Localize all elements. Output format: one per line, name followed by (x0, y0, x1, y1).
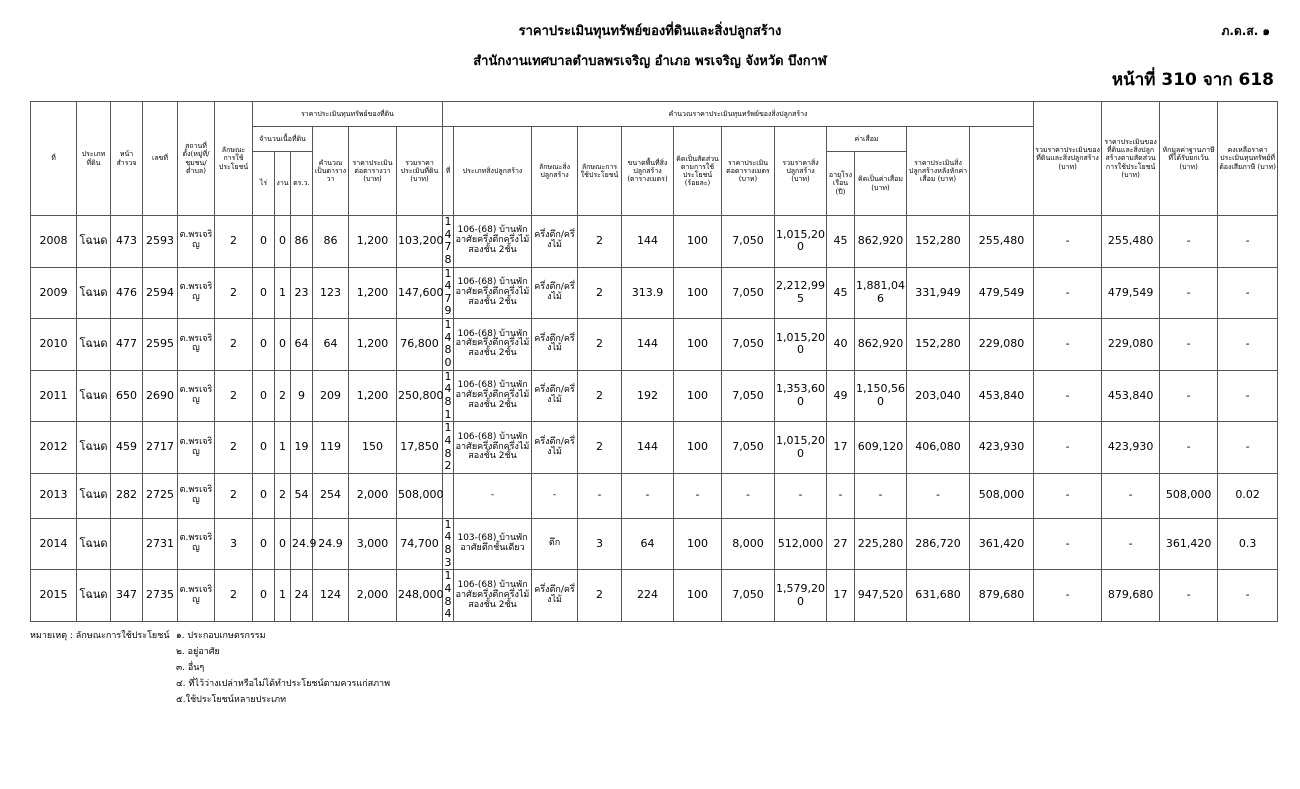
cell-bldg-area: 144 (622, 319, 674, 371)
cell-tax: - (1218, 267, 1278, 319)
cell-ratio: 100 (674, 518, 722, 570)
cell-page: 282 (111, 473, 143, 518)
cell-bldg-total: 1,353,600 (775, 370, 827, 422)
cell-dep-amount: 947,520 (855, 570, 907, 622)
cell-rai: 0 (253, 518, 275, 570)
cell-bldg-area: 144 (622, 216, 674, 268)
cell-exempt: - (1102, 518, 1160, 570)
col-area-calc: คำนวณเป็นตารางวา (313, 127, 349, 216)
cell-price-sqm: 8,000 (722, 518, 775, 570)
cell-bldg-type: 106-(68) บ้านพักอาศัยครึ่งตึกครึ่งไม้สองชั้น 2ชั้น (454, 422, 532, 474)
col-rai: ไร่ (253, 152, 275, 216)
cell-dep-age: 17 (827, 570, 855, 622)
cell-after-dep: 203,040 (907, 370, 970, 422)
col-location: สถานที่ตั้ง(หมู่ที่/ชุมชน/ตำบล) (178, 102, 215, 216)
cell-ngan: 2 (275, 370, 291, 422)
cell-price-sqm: 7,050 (722, 319, 775, 371)
cell-tax: - (1218, 422, 1278, 474)
cell-rai: 0 (253, 422, 275, 474)
table-row (31, 518, 1278, 570)
cell-bldg-no: 1482 (444, 421, 452, 473)
cell-no: 2008 (31, 216, 77, 268)
cell-bldg-type: - (454, 473, 532, 518)
cell-rai: 0 (253, 370, 275, 422)
cell-dep-amount: - (855, 473, 907, 518)
cell-tax: 0.3 (1218, 518, 1278, 570)
cell-bldg-kind: ตึก (532, 518, 578, 570)
cell-ngan: 0 (275, 319, 291, 371)
cell-doc: 2593 (143, 216, 178, 268)
cell-partial: - (1034, 370, 1102, 422)
cell-area-calc: 64 (313, 319, 349, 371)
cell-partial: - (1034, 267, 1102, 319)
col-building-no: ที่ (443, 127, 454, 216)
cell-bldg-total: 512,000 (775, 518, 827, 570)
cell-bldg-total: 1,015,200 (775, 422, 827, 474)
cell-land-total: 17,850 (397, 422, 443, 474)
cell-bldg-area: 64 (622, 518, 674, 570)
cell-exempt: 479,549 (1102, 267, 1160, 319)
cell-rai: 0 (253, 267, 275, 319)
cell-wa: 64 (291, 319, 313, 371)
cell-location: ต.พรเจริญ (178, 518, 215, 570)
col-survey-page: หน้าสำรวจ (111, 102, 143, 216)
cell-usage: 3 (215, 518, 253, 570)
cell-area-calc: 124 (313, 570, 349, 622)
table-row (31, 267, 1278, 319)
cell-location: ต.พรเจริญ (178, 319, 215, 371)
note-item: ๕.ใช้ประโยชน์หลายประเภท (176, 695, 287, 705)
col-building-usage: ลักษณะการใช้ประโยชน์ (578, 127, 622, 216)
cell-bldg-usage: 2 (578, 319, 622, 371)
cell-land-type: โฉนด (77, 370, 111, 422)
cell-usage: 2 (215, 473, 253, 518)
cell-exempt: 453,840 (1102, 370, 1160, 422)
cell-total: 479,549 (970, 267, 1034, 319)
col-building-after-dep: ราคาประเมินสิ่งปลูกสร้างหลังหักค่าเสื่อม (บาท) (907, 127, 970, 216)
cell-remaining: - (1160, 570, 1218, 622)
cell-page: 477 (111, 319, 143, 371)
cell-exempt: 229,080 (1102, 319, 1160, 371)
cell-page: 650 (111, 370, 143, 422)
cell-location: ต.พรเจริญ (178, 370, 215, 422)
cell-bldg-no: 1483 (444, 517, 452, 569)
col-building-area: ขนาดพื้นที่สิ่งปลูกสร้าง (ตารางเมตร) (622, 127, 674, 216)
cell-exempt: 255,480 (1102, 216, 1160, 268)
cell-dep-age: 49 (827, 370, 855, 422)
cell-wa: 19 (291, 422, 313, 474)
col-land-type: ประเภทที่ดิน (77, 102, 111, 216)
cell-bldg-no: 1479 (444, 266, 452, 318)
cell-exempt: 879,680 (1102, 570, 1160, 622)
cell-ratio: 100 (674, 216, 722, 268)
table-row (31, 422, 1278, 474)
cell-remaining: 508,000 (1160, 473, 1218, 518)
table-row (31, 216, 1278, 268)
cell-usage: 2 (215, 570, 253, 622)
cell-area-calc: 119 (313, 422, 349, 474)
group-land-price: ราคาประเมินทุนทรัพย์ของที่ดิน (253, 102, 443, 127)
cell-ngan: 1 (275, 267, 291, 319)
cell-dep-amount: 225,280 (855, 518, 907, 570)
col-no: ที่ (31, 102, 77, 216)
cell-bldg-type: 106-(68) บ้านพักอาศัยครึ่งตึกครึ่งไม้สองชั้น 2ชั้น (454, 216, 532, 268)
col-remaining: คงเหลือราคาประเมินทุนทรัพย์ที่ต้องเสียภาษี (บาท) (1218, 102, 1278, 216)
cell-after-dep: 331,949 (907, 267, 970, 319)
cell-page: 347 (111, 570, 143, 622)
cell-dep-age: - (827, 473, 855, 518)
cell-tax: - (1218, 570, 1278, 622)
col-land-total: รวมราคาประเมินที่ดิน (บาท) (397, 127, 443, 216)
cell-price-wa: 1,200 (349, 216, 397, 268)
cell-land-type: โฉนด (77, 518, 111, 570)
cell-area-calc: 24.9 (313, 518, 349, 570)
cell-price-wa: 2,000 (349, 570, 397, 622)
assessment-table (30, 101, 1278, 622)
form-code: ภ.ด.ส. ๑ (1221, 24, 1270, 38)
cell-no: 2011 (31, 370, 77, 422)
cell-doc: 2690 (143, 370, 178, 422)
cell-after-dep: 152,280 (907, 319, 970, 371)
cell-price-sqm: 7,050 (722, 216, 775, 268)
cell-after-dep: - (907, 473, 970, 518)
cell-price-wa: 3,000 (349, 518, 397, 570)
cell-land-type: โฉนด (77, 267, 111, 319)
col-building-price-sqm: ราคาประเมินต่อตารางเมตร (บาท) (722, 127, 775, 216)
cell-bldg-kind: ครึ่งตึก/ครึ่งไม้ (532, 370, 578, 422)
cell-page (111, 518, 143, 570)
cell-bldg-usage: 2 (578, 422, 622, 474)
cell-total: 229,080 (970, 319, 1034, 371)
cell-area-calc: 123 (313, 267, 349, 319)
cell-land-total: 74,700 (397, 518, 443, 570)
cell-dep-age: 40 (827, 319, 855, 371)
cell-land-total: 248,000 (397, 570, 443, 622)
cell-no: 2012 (31, 422, 77, 474)
col-price-per-wa: ราคาประเมินต่อตารางวา (บาท) (349, 127, 397, 216)
cell-bldg-type: 106-(68) บ้านพักอาศัยครึ่งตึกครึ่งไม้สองชั้น 2ชั้น (454, 267, 532, 319)
col-wa: ตร.ว. (291, 152, 313, 216)
page-indicator: หน้าที่ 310 จาก 618 (1111, 70, 1274, 90)
cell-usage: 2 (215, 216, 253, 268)
cell-bldg-no: 1480 (444, 318, 452, 370)
cell-dep-age: 17 (827, 422, 855, 474)
cell-dep-amount: 1,881,046 (855, 267, 907, 319)
cell-price-wa: 1,200 (349, 370, 397, 422)
cell-price-wa: 1,200 (349, 267, 397, 319)
cell-bldg-no: 1484 (444, 569, 452, 621)
cell-area-calc: 209 (313, 370, 349, 422)
cell-partial: - (1034, 216, 1102, 268)
cell-land-total: 508,000 (397, 473, 443, 518)
cell-price-sqm: 7,050 (722, 267, 775, 319)
col-ngan: งาน (275, 152, 291, 216)
cell-location: ต.พรเจริญ (178, 422, 215, 474)
cell-location: ต.พรเจริญ (178, 473, 215, 518)
cell-price-sqm: 7,050 (722, 370, 775, 422)
cell-doc: 2717 (143, 422, 178, 474)
cell-partial: - (1034, 518, 1102, 570)
cell-price-wa: 2,000 (349, 473, 397, 518)
group-depreciation: ค่าเสื่อม (827, 127, 907, 152)
cell-total: 361,420 (970, 518, 1034, 570)
cell-wa: 24 (291, 570, 313, 622)
cell-bldg-kind: ครึ่งตึก/ครึ่งไม้ (532, 216, 578, 268)
cell-dep-amount: 609,120 (855, 422, 907, 474)
cell-tax: - (1218, 370, 1278, 422)
cell-location: ต.พรเจริญ (178, 267, 215, 319)
cell-ngan: 0 (275, 518, 291, 570)
cell-partial: - (1034, 422, 1102, 474)
cell-location: ต.พรเจริญ (178, 216, 215, 268)
document-subtitle: สำนักงานเทศบาลตำบลพรเจริญ อำเภอ พรเจริญ จังหวัด บึงกาฬ (473, 54, 827, 69)
cell-bldg-usage: 2 (578, 216, 622, 268)
cell-doc: 2735 (143, 570, 178, 622)
cell-doc: 2731 (143, 518, 178, 570)
cell-wa: 23 (291, 267, 313, 319)
cell-rai: 0 (253, 216, 275, 268)
cell-usage: 2 (215, 319, 253, 371)
cell-bldg-usage: 3 (578, 518, 622, 570)
cell-bldg-total: 1,015,200 (775, 216, 827, 268)
table-row (31, 473, 1278, 518)
cell-area-calc: 86 (313, 216, 349, 268)
cell-no: 2013 (31, 473, 77, 518)
cell-no: 2010 (31, 319, 77, 371)
col-partial-value: ราคาประเมินของที่ดินและสิ่งปลูกสร้างตามสัดส่วนการใช้ประโยชน์ (บาท) (1102, 102, 1160, 216)
cell-dep-age: 27 (827, 518, 855, 570)
cell-land-type: โฉนด (77, 570, 111, 622)
cell-bldg-kind: - (532, 473, 578, 518)
cell-ngan: 1 (275, 570, 291, 622)
cell-land-total: 103,200 (397, 216, 443, 268)
cell-location: ต.พรเจริญ (178, 570, 215, 622)
cell-doc: 2594 (143, 267, 178, 319)
cell-rai: 0 (253, 473, 275, 518)
cell-total: 453,840 (970, 370, 1034, 422)
cell-land-total: 250,800 (397, 370, 443, 422)
cell-bldg-kind: ครึ่งตึก/ครึ่งไม้ (532, 267, 578, 319)
cell-dep-amount: 1,150,560 (855, 370, 907, 422)
cell-after-dep: 152,280 (907, 216, 970, 268)
col-doc-no: เลขที่ (143, 102, 178, 216)
table-row (31, 319, 1278, 371)
cell-exempt: 423,930 (1102, 422, 1160, 474)
cell-bldg-type: 106-(68) บ้านพักอาศัยครึ่งตึกครึ่งไม้สองชั้น 2ชั้น (454, 370, 532, 422)
cell-land-total: 76,800 (397, 319, 443, 371)
cell-price-wa: 150 (349, 422, 397, 474)
cell-bldg-type: 106-(68) บ้านพักอาศัยครึ่งตึกครึ่งไม้สองชั้น 2ชั้น (454, 319, 532, 371)
cell-no: 2015 (31, 570, 77, 622)
cell-price-sqm: - (722, 473, 775, 518)
cell-ngan: 2 (275, 473, 291, 518)
cell-dep-age: 45 (827, 267, 855, 319)
col-dep-amount: คิดเป็นค่าเสื่อม (บาท) (855, 152, 907, 216)
cell-tax: 0.02 (1218, 473, 1278, 518)
cell-exempt: - (1102, 473, 1160, 518)
cell-partial: - (1034, 473, 1102, 518)
cell-dep-age: 45 (827, 216, 855, 268)
cell-price-sqm: 7,050 (722, 422, 775, 474)
cell-wa: 86 (291, 216, 313, 268)
cell-bldg-total: 1,579,200 (775, 570, 827, 622)
group-land-area: จำนวนเนื้อที่ดิน (253, 127, 313, 152)
cell-bldg-type: 106-(68) บ้านพักอาศัยครึ่งตึกครึ่งไม้สองชั้น 2ชั้น (454, 570, 532, 622)
cell-page: 476 (111, 267, 143, 319)
table-row (31, 370, 1278, 422)
cell-ratio: 100 (674, 570, 722, 622)
cell-after-dep: 631,680 (907, 570, 970, 622)
cell-ratio: 100 (674, 370, 722, 422)
cell-partial: - (1034, 570, 1102, 622)
group-building-calc: คำนวณราคาประเมินทุนทรัพย์ของสิ่งปลูกสร้าง (443, 102, 1034, 127)
cell-area-calc: 254 (313, 473, 349, 518)
notes-section (30, 628, 390, 708)
cell-total: 879,680 (970, 570, 1034, 622)
cell-land-type: โฉนด (77, 216, 111, 268)
cell-tax: - (1218, 216, 1278, 268)
cell-dep-amount: 862,920 (855, 319, 907, 371)
cell-ngan: 0 (275, 216, 291, 268)
cell-bldg-kind: ครึ่งตึก/ครึ่งไม้ (532, 570, 578, 622)
cell-land-type: โฉนด (77, 422, 111, 474)
cell-bldg-no (443, 473, 454, 518)
cell-usage: 2 (215, 267, 253, 319)
cell-remaining: - (1160, 267, 1218, 319)
col-dep-age: อายุโรงเรือน (ปี) (827, 152, 855, 216)
cell-bldg-area: 144 (622, 422, 674, 474)
col-building-type: ประเภทสิ่งปลูกสร้าง (454, 127, 532, 216)
col-building-total: รวมราคาสิ่งปลูกสร้าง (บาท) (775, 127, 827, 216)
cell-bldg-total: 2,212,995 (775, 267, 827, 319)
cell-bldg-area: 224 (622, 570, 674, 622)
cell-total: 423,930 (970, 422, 1034, 474)
cell-bldg-area: 313.9 (622, 267, 674, 319)
cell-bldg-no: 1478 (444, 215, 452, 266)
cell-ngan: 1 (275, 422, 291, 474)
note-item: ๒. อยู่อาศัย (176, 647, 220, 657)
cell-bldg-no: 1481 (444, 369, 452, 421)
cell-remaining: - (1160, 370, 1218, 422)
cell-usage: 2 (215, 422, 253, 474)
cell-bldg-area: - (622, 473, 674, 518)
cell-no: 2014 (31, 518, 77, 570)
cell-usage: 2 (215, 370, 253, 422)
cell-dep-amount: 862,920 (855, 216, 907, 268)
cell-tax: - (1218, 319, 1278, 371)
notes-label: หมายเหตุ : ลักษณะการใช้ประโยชน์ (30, 631, 170, 641)
cell-bldg-kind: ครึ่งตึก/ครึ่งไม้ (532, 319, 578, 371)
cell-ratio: - (674, 473, 722, 518)
cell-after-dep: 406,080 (907, 422, 970, 474)
cell-land-total: 147,600 (397, 267, 443, 319)
col-building-kind: ลักษณะสิ่งปลูกสร้าง (532, 127, 578, 216)
cell-ratio: 100 (674, 422, 722, 474)
cell-partial: - (1034, 319, 1102, 371)
cell-price-sqm: 7,050 (722, 570, 775, 622)
cell-bldg-type: 103-(68) บ้านพักอาศัยตึกชั้นเดียว (454, 518, 532, 570)
cell-no: 2009 (31, 267, 77, 319)
cell-rai: 0 (253, 570, 275, 622)
col-building-ratio: คิดเป็นสัดส่วนตามการใช้ประโยชน์ (ร้อยละ) (674, 127, 722, 216)
cell-doc: 2725 (143, 473, 178, 518)
col-exemption: หักมูลค่าฐานภาษีที่ได้รับยกเว้น (บาท) (1160, 102, 1218, 216)
cell-bldg-total: - (775, 473, 827, 518)
cell-wa: 9 (291, 370, 313, 422)
document-title: ราคาประเมินทุนทรัพย์ของที่ดินและสิ่งปลูกสร้าง (518, 24, 782, 39)
cell-bldg-usage: 2 (578, 267, 622, 319)
cell-bldg-usage: - (578, 473, 622, 518)
cell-total: 255,480 (970, 216, 1034, 268)
cell-remaining: 361,420 (1160, 518, 1218, 570)
col-usage: ลักษณะการใช้ประโยชน์ (215, 102, 253, 216)
cell-land-type: โฉนด (77, 319, 111, 371)
note-item: ๑. ประกอบเกษตรกรรม (176, 631, 266, 641)
cell-doc: 2595 (143, 319, 178, 371)
note-item: ๔. ที่ไว้ว่างเปล่าหรือไม่ได้ทำประโยชน์ตามควรแก่สภาพ (176, 679, 391, 689)
cell-bldg-kind: ครึ่งตึก/ครึ่งไม้ (532, 422, 578, 474)
cell-bldg-total: 1,015,200 (775, 319, 827, 371)
cell-ratio: 100 (674, 319, 722, 371)
note-item: ๓. อื่นๆ (176, 663, 205, 673)
cell-rai: 0 (253, 319, 275, 371)
cell-bldg-area: 192 (622, 370, 674, 422)
cell-remaining: - (1160, 422, 1218, 474)
cell-bldg-usage: 2 (578, 370, 622, 422)
cell-price-wa: 1,200 (349, 319, 397, 371)
cell-total: 508,000 (970, 473, 1034, 518)
cell-bldg-usage: 2 (578, 570, 622, 622)
cell-page: 473 (111, 216, 143, 268)
cell-wa: 54 (291, 473, 313, 518)
col-total-land-building: รวมราคาประเมินของที่ดินและสิ่งปลูกสร้าง (บาท) (1034, 102, 1102, 216)
cell-remaining: - (1160, 319, 1218, 371)
cell-ratio: 100 (674, 267, 722, 319)
cell-wa: 24.9 (291, 518, 313, 570)
cell-remaining: - (1160, 216, 1218, 268)
cell-page: 459 (111, 422, 143, 474)
table-row (31, 570, 1278, 622)
cell-after-dep: 286,720 (907, 518, 970, 570)
cell-land-type: โฉนด (77, 473, 111, 518)
